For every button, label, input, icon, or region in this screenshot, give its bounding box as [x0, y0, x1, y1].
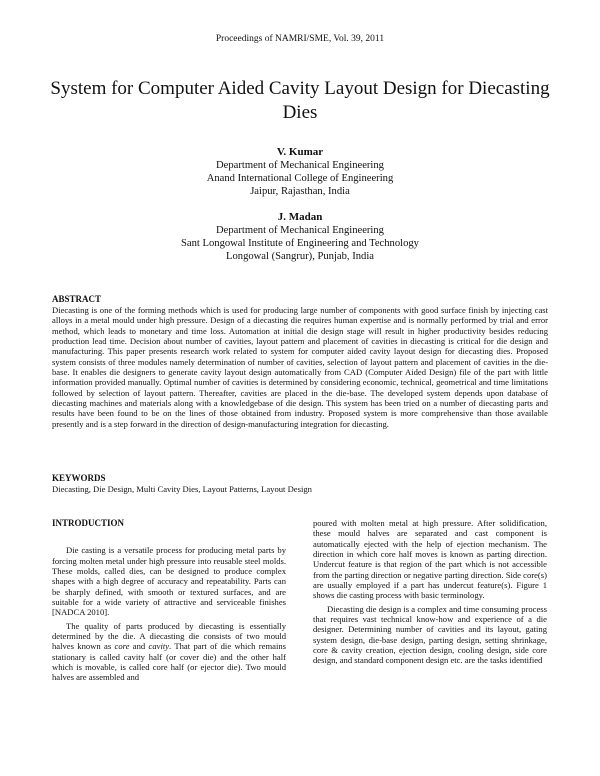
author-department: Department of Mechanical Engineering — [216, 225, 384, 236]
intro-p2-text-b: . That part of die which remains stationary is called cavity half (or cover die) and the other half which is movable, is called core half (or ejector die). Two mould halves are assembled and — [52, 641, 286, 683]
paper-title: System for Computer Aided Cavity Layout Design for Diecasting Dies — [50, 78, 550, 123]
abstract-heading: ABSTRACT — [52, 294, 102, 304]
intro-paragraph-3: poured with molten metal at high pressure. After solidification, these mould halves are separated and cast component is automatically ejected with the help of ejection mechanism. The direction in which core half moves is known as parting direction. Undercut feature is that region of the part which is not accessible from the parting direction or negative parting direction. Side core(s) are usually employed if a part has undercut feature(s). Figure 1 shows die casting process with basic terminology. — [313, 518, 547, 601]
intro-paragraph-2 — [52, 621, 286, 683]
abstract-text: Diecasting is one of the forming methods which is used for producing large number of components with good surface finish by injecting cast alloys in a metal mould under high pressure. Design of a diecasting die requires human expertise and is normally performed by trial and error method, which leads to monetary and time loss. Automation at initial die design stage will result in higher productivity besides reducing production lead time. Decision about number of cavities, layout pattern and placement of cavities in diecasting is critical for die design and manufacturing. This paper presents research work related to system for computer aided cavity layout design for diecasting dies. Proposed system consists of three modules namely determination of number of cavities, selection of layout pattern and placement of cavities in the die-base. It enables die designers to generate cavity layout design automatically from CAD (Computer Aided Design) file of the part with little information provided manually. Optimal number of cavities is determined by considering economic, technical, geometrical and time limitations followed by selection of layout pattern. Thereafter, cavities are placed in the die-base. The developed system depends upon database of diecasting machines and materials along with a knowledgebase of die design. This system has been tried on a number of diecasting parts and results have been found to be on the lines of those obtained from industry. Proposed system is more comprehensive than those available presently and is a step forward in the direction of design-manufacturing integration for diecasting. — [52, 305, 548, 429]
author-institution: Anand International College of Engineering — [206, 173, 394, 184]
author-name: V. Kumar — [276, 146, 324, 158]
intro-paragraph-1: Die casting is a versatile process for producing metal parts by forcing molten metal under high pressure into reusable steel molds. These molds, called dies, can be designed to produce complex shapes with a high degree of accuracy and repeatability. Parts can be sharply defined, with smooth or textured surfaces, and are suitable for a wide variety of attractive and serviceable finishes [NADCA 2010]. — [52, 545, 286, 618]
keywords-text: Diecasting, Die Design, Multi Cavity Dies, Layout Patterns, Layout Design — [52, 484, 312, 494]
abstract-section — [52, 294, 548, 429]
term-cavity: cavity — [148, 641, 170, 652]
proceedings-header: Proceedings of NAMRI/SME, Vol. 39, 2011 — [215, 34, 385, 44]
introduction-heading: INTRODUCTION — [52, 518, 125, 528]
term-core: core — [114, 641, 130, 652]
intro-paragraph-4: Diecasting die design is a complex and time consuming process that requires vast technical know-how and experience of a die designer. Determining number of cavities and its layout, gating system design, die-base design, parting design, setting shrinkage, core & cavity creation, ejection design, cooling design, side core design, and standard component design etc. are the tasks identified — [313, 603, 547, 666]
keywords-section — [52, 473, 548, 494]
author-location: Longowal (Sangrur), Punjab, India — [226, 251, 374, 262]
author-institution: Sant Longowal Institute of Engineering and Technology — [181, 238, 419, 249]
keywords-heading: KEYWORDS — [52, 473, 106, 483]
author-block-1 — [0, 146, 600, 198]
author-block-2 — [0, 211, 600, 263]
intro-p2-and: and — [129, 641, 149, 652]
author-department: Department of Mechanical Engineering — [216, 160, 384, 171]
author-name: J. Madan — [277, 211, 323, 223]
right-column — [313, 518, 547, 666]
left-column — [52, 518, 286, 683]
intro-p2-text-a: The quality of parts produced by diecasting is essentially determined by the die. A diecasting die consists of two mould halves known as — [52, 620, 286, 652]
author-location: Jaipur, Rajasthan, India — [250, 186, 350, 197]
